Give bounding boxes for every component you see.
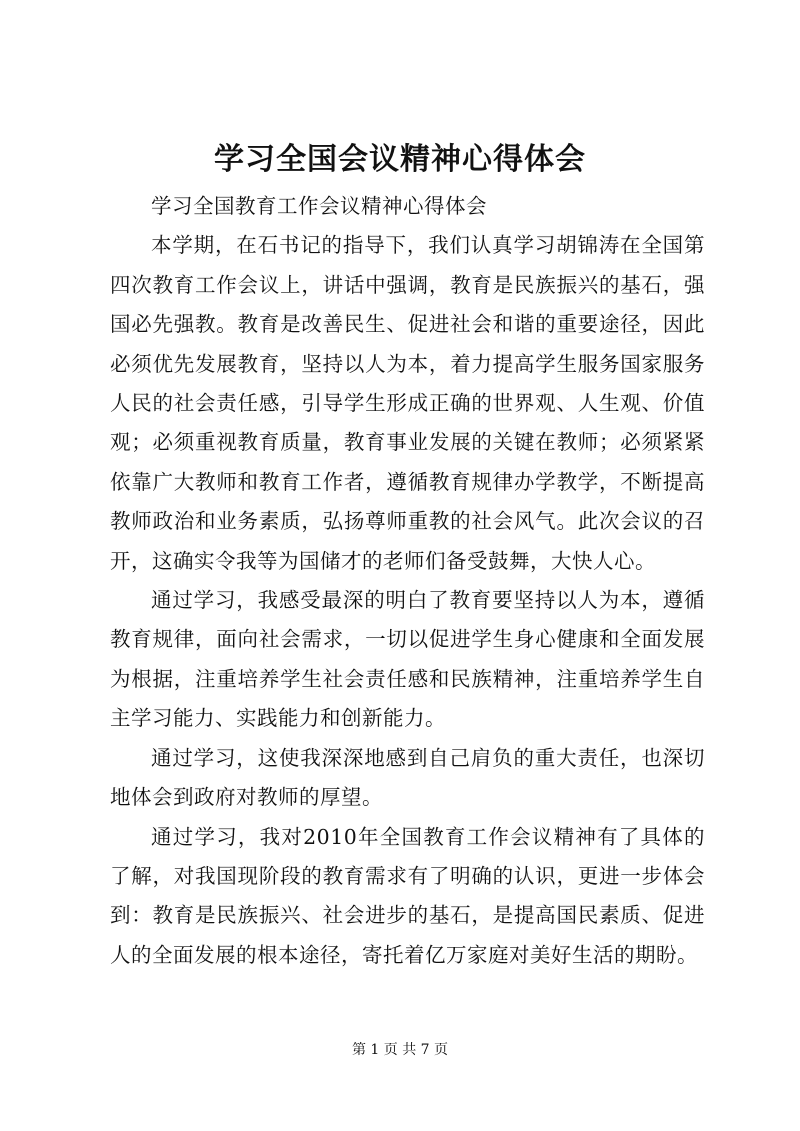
paragraph-learning-2: 通过学习，这使我深深地感到自己肩负的重大责任，也深切地体会到政府对教师的厚望。	[110, 745, 705, 810]
paragraph-learning-3: 通过学习，我对2010年全国教育工作会议精神有了具体的了解，对我国现阶段的教育需求有了明确的认识，更进一步体会到：教育是民族振兴、社会进步的基石，是提高国民素质、促进人的全面发展的根本途径，寄托着亿万家庭对美好生活的期盼。	[110, 824, 705, 967]
paragraph-subtitle: 学习全国教育工作会议精神心得体会	[151, 194, 487, 218]
paragraph-learning-1: 通过学习，我感受最深的明白了教育要坚持以人为本，遵循教育规律，面向社会需求，一切以促进学生身心健康和全面发展为根据，注重培养学生社会责任感和民族精神，注重培养学生自主学习能力、实践能力和创新能力。	[110, 588, 705, 731]
document-body	[110, 187, 705, 975]
page-footer: 第 1 页 共 7 页	[351, 1042, 449, 1058]
document-title: 学习全国会议精神心得体会	[214, 142, 586, 177]
paragraph-intro: 本学期，在石书记的指导下，我们认真学习胡锦涛在全国第四次教育工作会议上，讲话中强调，教育是民族振兴的基石，强国必先强教。教育是改善民生、促进社会和谐的重要途径，因此必须优先发展教育，坚持以人为本，着力提高学生服务国家服务人民的社会责任感，引导学生形成正确的世界观、人生观、价值观；必须重视教育质量，教育事业发展的关键在教师；必须紧紧依靠广大教师和教育工作者，遵循教育规律办学教学，不断提高教师政治和业务素质，弘扬尊师重教的社会风气。此次会议的召开，这确实令我等为国储才的老师们备受鼓舞，大快人心。	[110, 233, 705, 573]
